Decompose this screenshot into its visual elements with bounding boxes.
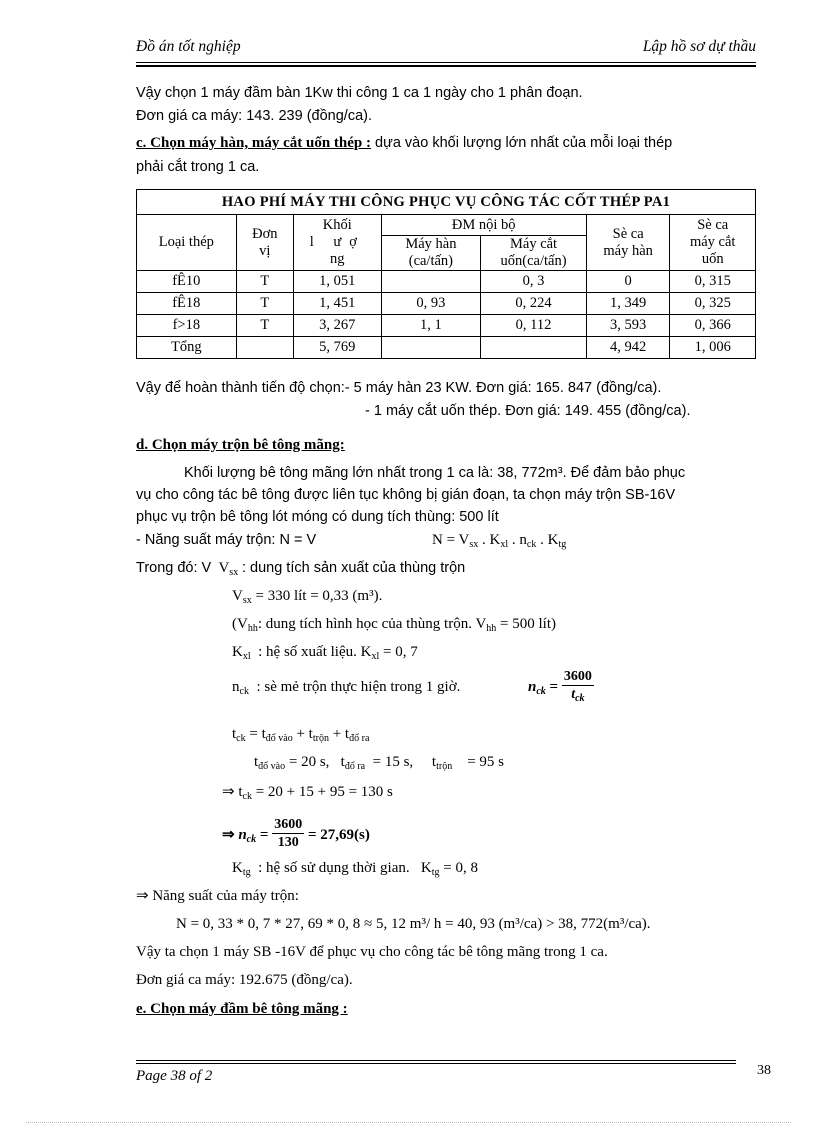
formula-line: $t_{đổ vào} = 20$ s, $t_{đổ ra} = 15$ s, $t_{trộn}$ = 95 s [254,754,504,772]
section-d-heading: d. Chọn máy trộn bê tông mãng: [136,437,345,453]
col-header-weld: Máy hàn (ca/tấn) [381,236,481,271]
body-line: Vậy ta chọn 1 máy SB -16V để phục vụ cho công tác bê tông mãng trong 1 ca. [136,944,608,960]
header-rule-thick [136,65,756,67]
col-header-norm: ĐM nội bộ [381,215,586,236]
section-c-heading: c. Chọn máy hàn, máy cắt uốn thép : [136,135,372,151]
table-total-row: Tổng 5, 769 4, 942 1, 006 [137,337,756,359]
body-line: phục vụ trộn bê tông lót móng có dung tích thùng: 500 lít [136,509,499,525]
body-line: Đơn giá ca máy: 143. 239 (đồng/ca). [136,108,373,124]
body-line: vụ cho công tác bê tông được liên tục không bị gián đoạn, ta chọn máy trộn SB-16V [136,487,676,503]
col-header-unit: Đơn vị [236,215,293,271]
section-c-text: dựa vào khối lượng lớn nhất của mỗi loại thép [371,135,673,151]
body-line: - 1 máy cắt uốn thép. Đơn giá: 149. 455 (đồng/ca). [365,403,691,419]
table-row: f>18 T 3, 267 1, 1 0, 112 3, 593 0, 366 [137,315,756,337]
body-line: N = 0, 33 * 0, 7 * 27, 69 * 0, 8 ≈ 5, 12 m³/ h = 40, 93 (m³/ca) > 38, 772(m³/ca). [176,916,651,932]
col-header-cut: Máy cắt uốn(ca/tấn) [481,236,587,271]
page-number: 38 [757,1063,771,1078]
body-line: ⇒ Năng suất của máy trộn: [136,888,299,904]
body-line: phải cắt trong 1 ca. [136,159,260,175]
header-rule [136,62,756,63]
body-line: Vậy chọn 1 máy đầm bàn 1Kw thi công 1 ca 1 ngày cho 1 phân đoạn. [136,85,583,101]
formula-line: - Năng suất máy trộn: N = V $N = V_{sx}$ . $K_{xl}$ . $n_{ck}$ . $K_{tg}$ [136,532,567,550]
formula-line: $n_{ck}$ : sè mẻ trộn thực hiện trong 1 giờ. $n_{ck}$ = $\frac{3600}{t_{ck}}$ [232,669,592,704]
col-header-type: Loại thép [137,215,237,271]
body-line: Đơn giá ca máy: 192.675 (đồng/ca). [136,972,353,988]
formula-line: Trong đó: V $V_{sx}$ : dung tích sản xuất của thùng trộn [136,560,466,578]
formula-line: ⇒ $t_{ck} = 20 + 15 + 95 = 130$ s [222,784,393,802]
footer-rule [136,1063,736,1064]
col-header-qty: Khối l ượ ng [294,215,382,271]
page-header [136,38,756,60]
formula-line: $V_{sx} = 330$ lít = 0,33 (m³). [232,588,383,606]
formula-line: $K_{tg}$ : hệ số sử dụng thời gian. $K_{tg} = 0$, 8 [232,860,478,878]
footer-rule [136,1060,736,1061]
col-header-shift-cut: Sè ca máy cắt uốn [670,215,756,271]
table-title: HAO PHÍ MÁY THI CÔNG PHỤC VỤ CÔNG TÁC CỐT THÉP PA1 [137,190,756,215]
table-row: fÊ10 T 1, 051 0, 3 0 0, 315 [137,271,756,293]
col-header-shift-weld: Sè ca máy hàn [586,215,670,271]
header-right: Lập hồ sơ dự thầu [642,38,756,55]
formula-line: $K_{xl}$ : hệ số xuất liệu. $K_{xl} = 0$, 7 [232,644,418,662]
body-line: Khối lượng bê tông mãng lớn nhất trong 1 ca là: 38, 772m³. Để đảm bảo phục [184,465,686,481]
machine-cost-table [136,189,756,359]
section-e-heading: e. Chọn máy đầm bê tông mãng : [136,1001,348,1017]
body-line: Vậy để hoàn thành tiến độ chọn:- 5 máy hàn 23 KW. Đơn giá: 165. 847 (đồng/ca). [136,380,662,396]
table-row: fÊ18 T 1, 451 0, 93 0, 224 1, 349 0, 325 [137,293,756,315]
formula-line: ⇒ $n_{ck}$ = $\frac{3600}{130}$ = 27,69(s) [222,817,370,850]
section-c [136,132,756,154]
formula-line: $t_{ck} = t_{đổ vào} + t_{trộn} + t_{đổ ra}$ [232,726,370,744]
formula-line: ($V_{hh}$: dung tích hình học của thùng trộn. $V_{hh} = 500$ lít) [232,616,556,634]
header-left: Đồ án tốt nghiệp [136,38,241,55]
footer-page-text: Page 38 of 2 [136,1068,213,1084]
